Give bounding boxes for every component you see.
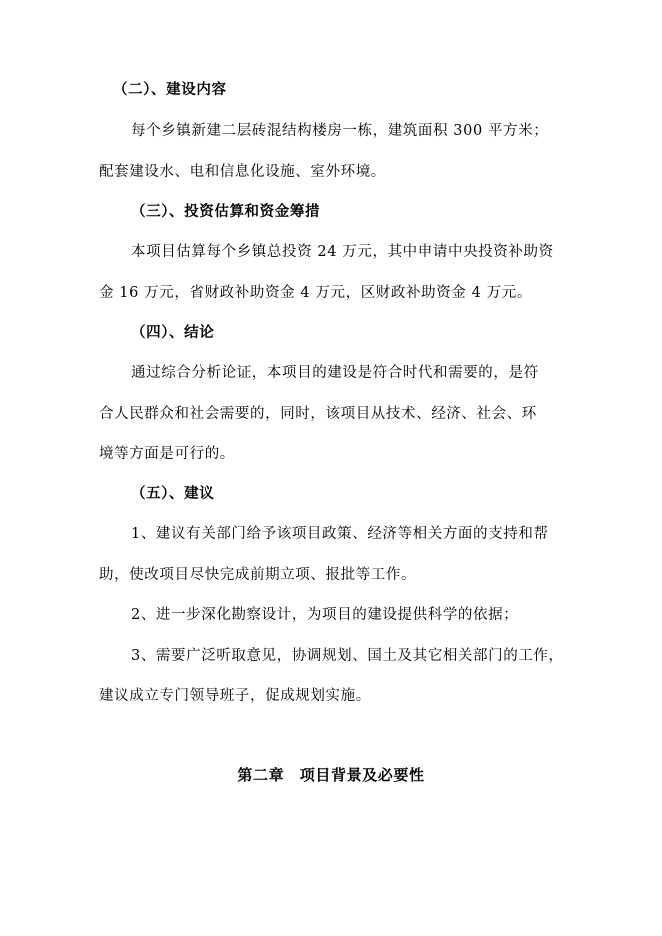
paragraph-line: 建议成立专门领导班子，促成规划实施。	[99, 688, 371, 704]
paragraph-line: 配套建设水、电和信息化设施、室外环境。	[99, 164, 386, 180]
paragraph-line: 助，使改项目尽快完成前期立项、报批等工作。	[99, 567, 417, 583]
paragraph-line: 2、进一步深化勘察设计，为项目的建设提供科学的依据；	[131, 607, 519, 623]
paragraph-line: 每个乡镇新建二层砖混结构楼房一栋，建筑面积 300 平方米；	[131, 123, 549, 139]
section-heading-suggestions: （五）、建议	[131, 486, 215, 502]
paragraph-line: 3、需要广泛听取意见，协调规划、国土及其它相关部门的工作，	[131, 648, 564, 664]
paragraph-line: 金 16 万元，省财政补助资金 4 万元，区财政补助资金 4 万元。	[99, 285, 532, 301]
section-heading-investment: （三）、投资估算和资金筹措	[131, 204, 321, 220]
paragraph-line: 本项目估算每个乡镇总投资 24 万元，其中申请中央投资补助资	[131, 244, 554, 260]
paragraph-line: 境等方面是可行的。	[99, 446, 235, 462]
paragraph-line: 通过综合分析论证，本项目的建设是符合时代和需要的，是符	[131, 365, 539, 381]
paragraph-line: 合人民群众和社会需要的，同时，该项目从技术、经济、社会、环	[99, 406, 537, 422]
section-heading-conclusion: （四）、结论	[131, 325, 215, 341]
paragraph-line: 1、建议有关部门给予该项目政策、经济等相关方面的支持和帮	[131, 526, 549, 542]
section-heading-construction-content: （二）、建设内容	[113, 82, 227, 98]
chapter-title: 第二章 项目背景及必要性	[237, 766, 425, 784]
